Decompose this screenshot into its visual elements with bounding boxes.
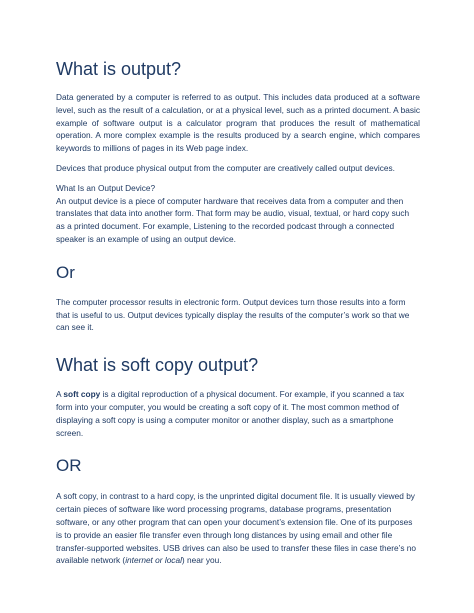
document-body — [56, 58, 420, 567]
soft-copy-intro: A — [56, 389, 64, 400]
soft-copy-text: is a digital reproduction of a physical document. For example, if you scanned a tax form into your computer, you would be creating a soft copy of it. The most common method of displaying a soft copy is using a computer monitor or another display, such as a smartphone screen. — [56, 389, 405, 438]
separator-or-uppercase: OR — [56, 456, 82, 476]
heading-what-is-output: What is output? — [56, 59, 182, 79]
paragraph-output-device-definition: An output device is a piece of computer hardware that receives data from a computer and then translates that data into another form. That form may be audio, visual, textual, or hard copy such as a printed document. For example, Listening to the recorded podcast through a connected speaker is an example of using an output device. — [56, 195, 410, 244]
paragraph-output-devices: Devices that produce physical output from the computer are creatively called output devices. — [56, 162, 395, 173]
soft-copy-contrast-end: ) near you. — [181, 555, 222, 566]
paragraph-soft-copy-definition — [56, 388, 420, 439]
network-type-text: internet or local — [125, 555, 182, 566]
paragraph-processor-results: The computer processor results in electronic form. Output devices turn those results into a form that is useful to us. Output devices typically display the results of the computer’s work so that we can see it. — [56, 296, 410, 333]
paragraph-soft-copy-contrast — [56, 490, 420, 567]
soft-copy-contrast-text: A soft copy, in contrast to a hard copy, is the unprinted digital document file. It is usually viewed by certain pieces of software like word processing programs, database programs, presentation software, or any other program that can open your document’s extension file. One of its purposes is to provide an easier file transfer even through long distances by using email and other file transfer-supported websites. USB drives can also be used to transfer these files in case there’s no available network ( — [56, 491, 417, 566]
soft-copy-term: soft copy — [63, 389, 101, 400]
separator-or: Or — [56, 262, 75, 282]
subheading-output-device: What Is an Output Device? — [56, 182, 156, 193]
paragraph-output-definition: Data generated by a computer is referred to as output. This includes data produced at a software level, such as the result of a calculation, or at a physical level, such as a printed document. A basic example of software output is a calculator program that produces the result of mathematical operation. A more complex example is the results produced by a search engine, which compares keywords to millions of pages in its Web page index. — [56, 92, 420, 154]
heading-soft-copy-output: What is soft copy output? — [56, 355, 259, 376]
